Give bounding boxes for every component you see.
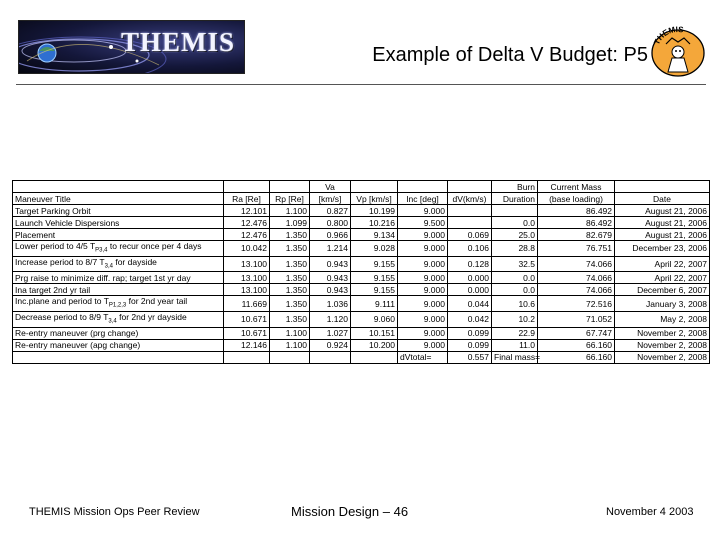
maneuver-title-text: Increase period to 8/7 T <box>15 256 105 267</box>
footer-page-label: Mission Design – 46 <box>291 504 409 519</box>
cell-inc: 9.500 <box>398 217 448 229</box>
cell-current-mass: 66.160 <box>538 339 615 351</box>
cell-va: 0.943 <box>310 284 351 296</box>
cell-va: 0.943 <box>310 272 351 284</box>
maneuver-title-suffix: for dayside <box>112 256 157 267</box>
header-cell-va: [km/s] <box>310 193 351 205</box>
cell-inc: 9.000 <box>398 229 448 241</box>
cell-rp: 1.099 <box>270 217 310 229</box>
cell-vp: 9.134 <box>351 229 398 241</box>
cell-inc: 9.000 <box>398 272 448 284</box>
table-row <box>13 256 710 272</box>
final-mass-value: 66.160 <box>538 351 615 363</box>
cell-empty <box>310 351 351 363</box>
header-cell-dv: dV(km/s) <box>448 193 492 205</box>
cell-inc: 9.000 <box>398 327 448 339</box>
footer-date: November 4 2003 <box>606 506 694 518</box>
period-subscript: 3,4 <box>104 263 113 270</box>
cell-rp: 1.100 <box>270 327 310 339</box>
cell-date: April 22, 2007 <box>615 272 710 284</box>
cell-maneuver-title <box>13 256 224 272</box>
cell-date: August 21, 2006 <box>615 217 710 229</box>
cell-date: April 22, 2007 <box>615 256 710 272</box>
cell-burn-duration: 11.0 <box>492 339 538 351</box>
cell-rp: 1.350 <box>270 272 310 284</box>
cell-burn-duration: 22.9 <box>492 327 538 339</box>
cell-maneuver-title: Target Parking Orbit <box>13 205 224 217</box>
cell-empty <box>224 351 270 363</box>
cell-maneuver-title: Placement <box>13 229 224 241</box>
period-subscript: P3,4 <box>95 247 108 254</box>
cell-ra: 13.100 <box>224 272 270 284</box>
table-row <box>13 284 710 296</box>
header-cell-dv <box>448 181 492 193</box>
footer-review-name: THEMIS Mission Ops Peer Review <box>29 506 200 518</box>
cell-vp: 9.155 <box>351 284 398 296</box>
cell-dv: 0.128 <box>448 256 492 272</box>
cell-va: 0.827 <box>310 205 351 217</box>
period-subscript: P1,2,3 <box>108 303 127 310</box>
final-mass-label: Final mass= <box>492 351 538 363</box>
maneuver-title-suffix: for 2nd year tail <box>126 296 188 307</box>
header-cell-inc <box>398 181 448 193</box>
cell-vp: 10.200 <box>351 339 398 351</box>
header-cell-ra: Ra [Re] <box>224 193 270 205</box>
cell-ra: 13.100 <box>224 284 270 296</box>
cell-current-mass: 86.492 <box>538 205 615 217</box>
cell-burn-duration: 0.0 <box>492 217 538 229</box>
cell-current-mass: 82.679 <box>538 229 615 241</box>
cell-va: 0.966 <box>310 229 351 241</box>
cell-maneuver-title: Prg raise to minimize diff. rap; target 1st yr day <box>13 272 224 284</box>
cell-current-mass: 76.751 <box>538 241 615 257</box>
table-row <box>13 205 710 217</box>
header-cell-va: Va <box>310 181 351 193</box>
cell-vp: 9.060 <box>351 312 398 328</box>
cell-ra: 11.669 <box>224 296 270 312</box>
cell-va: 0.943 <box>310 256 351 272</box>
cell-va: 1.120 <box>310 312 351 328</box>
cell-empty <box>351 351 398 363</box>
cell-burn-duration: 32.5 <box>492 256 538 272</box>
total-row <box>13 351 710 363</box>
cell-burn-duration: 25.0 <box>492 229 538 241</box>
cell-rp: 1.350 <box>270 312 310 328</box>
cell-dv: 0.042 <box>448 312 492 328</box>
table-header-row <box>13 181 710 193</box>
header-cell-maneuver-title: Maneuver Title <box>13 193 224 205</box>
cell-date: May 2, 2008 <box>615 312 710 328</box>
cell-dv: 0.000 <box>448 272 492 284</box>
table-row <box>13 327 710 339</box>
table-row <box>13 229 710 241</box>
cell-dv <box>448 217 492 229</box>
cell-current-mass: 74.066 <box>538 284 615 296</box>
cell-va: 1.027 <box>310 327 351 339</box>
header-cell-rp <box>270 181 310 193</box>
cell-va: 0.800 <box>310 217 351 229</box>
cell-current-mass: 67.747 <box>538 327 615 339</box>
title-divider <box>16 84 706 85</box>
table-row <box>13 217 710 229</box>
header-cell-date <box>615 181 710 193</box>
cell-rp: 1.100 <box>270 339 310 351</box>
cell-burn-duration: 10.6 <box>492 296 538 312</box>
cell-current-mass: 71.052 <box>538 312 615 328</box>
cell-current-mass: 74.066 <box>538 256 615 272</box>
cell-va: 0.924 <box>310 339 351 351</box>
cell-date: August 21, 2006 <box>615 205 710 217</box>
maneuver-title-suffix: to recur once per 4 days <box>107 241 202 251</box>
header-cell-date: Date <box>615 193 710 205</box>
delta-v-budget-table <box>12 180 710 364</box>
maneuver-title-text: Lower period to 4/5 T <box>15 241 96 251</box>
header-cell-vp: Vp [km/s] <box>351 193 398 205</box>
cell-rp: 1.350 <box>270 241 310 257</box>
cell-vp: 9.155 <box>351 256 398 272</box>
cell-rp: 1.350 <box>270 284 310 296</box>
cell-date: November 2, 2008 <box>615 339 710 351</box>
cell-inc: 9.000 <box>398 241 448 257</box>
cell-rp: 1.350 <box>270 256 310 272</box>
cell-date: August 21, 2006 <box>615 229 710 241</box>
cell-ra: 12.476 <box>224 217 270 229</box>
table-row <box>13 272 710 284</box>
cell-burn-duration: 0.0 <box>492 284 538 296</box>
cell-current-mass: 86.492 <box>538 217 615 229</box>
cell-vp: 9.155 <box>351 272 398 284</box>
cell-inc: 9.000 <box>398 296 448 312</box>
header-cell-current-mass: Current Mass <box>538 181 615 193</box>
cell-ra: 10.671 <box>224 327 270 339</box>
cell-maneuver-title <box>13 296 224 312</box>
cell-rp: 1.100 <box>270 205 310 217</box>
cell-dv: 0.000 <box>448 284 492 296</box>
cell-maneuver-title <box>13 312 224 328</box>
cell-inc: 9.000 <box>398 284 448 296</box>
cell-dv: 0.099 <box>448 339 492 351</box>
cell-date: November 2, 2008 <box>615 327 710 339</box>
themis-logo <box>18 20 245 74</box>
period-subscript: 3,4 <box>108 318 117 325</box>
table-header-row <box>13 193 710 205</box>
cell-maneuver-title: Re-entry maneuver (prg change) <box>13 327 224 339</box>
cell-vp: 9.111 <box>351 296 398 312</box>
cell-burn-duration: 28.8 <box>492 241 538 257</box>
maneuver-title-suffix: for 2nd yr dayside <box>116 312 187 323</box>
cell-ra: 12.476 <box>224 229 270 241</box>
final-date: November 2, 2008 <box>615 351 710 363</box>
cell-dv: 0.044 <box>448 296 492 312</box>
maneuver-title-text: Inc.plane and period to T <box>15 296 109 307</box>
cell-vp: 10.151 <box>351 327 398 339</box>
cell-ra: 10.671 <box>224 312 270 328</box>
cell-maneuver-title <box>13 241 224 257</box>
cell-empty <box>270 351 310 363</box>
cell-vp: 9.028 <box>351 241 398 257</box>
cell-maneuver-title: Ina target 2nd yr tail <box>13 284 224 296</box>
cell-inc: 9.000 <box>398 256 448 272</box>
total-dv-label: dVtotal= <box>398 351 448 363</box>
cell-empty <box>13 351 224 363</box>
table-row <box>13 241 710 257</box>
table-row <box>13 296 710 312</box>
cell-date: January 3, 2008 <box>615 296 710 312</box>
header-cell-maneuver-title <box>13 181 224 193</box>
cell-burn-duration <box>492 205 538 217</box>
cell-dv: 0.099 <box>448 327 492 339</box>
table-row <box>13 312 710 328</box>
cell-vp: 10.199 <box>351 205 398 217</box>
cell-burn-duration: 10.2 <box>492 312 538 328</box>
cell-current-mass: 74.066 <box>538 272 615 284</box>
cell-ra: 12.101 <box>224 205 270 217</box>
header-cell-current-mass: (base loading) <box>538 193 615 205</box>
cell-maneuver-title: Re-entry maneuver (apg change) <box>13 339 224 351</box>
cell-dv: 0.106 <box>448 241 492 257</box>
cell-date: December 6, 2007 <box>615 284 710 296</box>
emblem-text: THEMIS <box>652 26 685 47</box>
total-dv-value: 0.557 <box>448 351 492 363</box>
header-cell-burn-duration: Duration <box>492 193 538 205</box>
header-cell-vp <box>351 181 398 193</box>
cell-maneuver-title: Launch Vehicle Dispersions <box>13 217 224 229</box>
cell-dv <box>448 205 492 217</box>
cell-rp: 1.350 <box>270 229 310 241</box>
cell-current-mass: 72.516 <box>538 296 615 312</box>
slide-title: Example of Delta V Budget: P5 <box>372 44 648 66</box>
cell-va: 1.214 <box>310 241 351 257</box>
cell-ra: 12.146 <box>224 339 270 351</box>
maneuver-title-text: Decrease period to 8/9 T <box>15 312 109 323</box>
cell-inc: 9.000 <box>398 339 448 351</box>
header-cell-ra <box>224 181 270 193</box>
cell-ra: 13.100 <box>224 256 270 272</box>
cell-date: December 23, 2006 <box>615 241 710 257</box>
cell-inc: 9.000 <box>398 312 448 328</box>
header-cell-burn-duration: Burn <box>492 181 538 193</box>
themis-mascot-emblem-icon <box>650 26 706 78</box>
table-row <box>13 339 710 351</box>
cell-rp: 1.350 <box>270 296 310 312</box>
cell-dv: 0.069 <box>448 229 492 241</box>
logo-text: THEMIS <box>121 27 236 57</box>
cell-va: 1.036 <box>310 296 351 312</box>
header-cell-rp: Rp [Re] <box>270 193 310 205</box>
cell-ra: 10.042 <box>224 241 270 257</box>
cell-burn-duration: 0.0 <box>492 272 538 284</box>
header-cell-inc: Inc [deg] <box>398 193 448 205</box>
cell-inc: 9.000 <box>398 205 448 217</box>
cell-vp: 10.216 <box>351 217 398 229</box>
